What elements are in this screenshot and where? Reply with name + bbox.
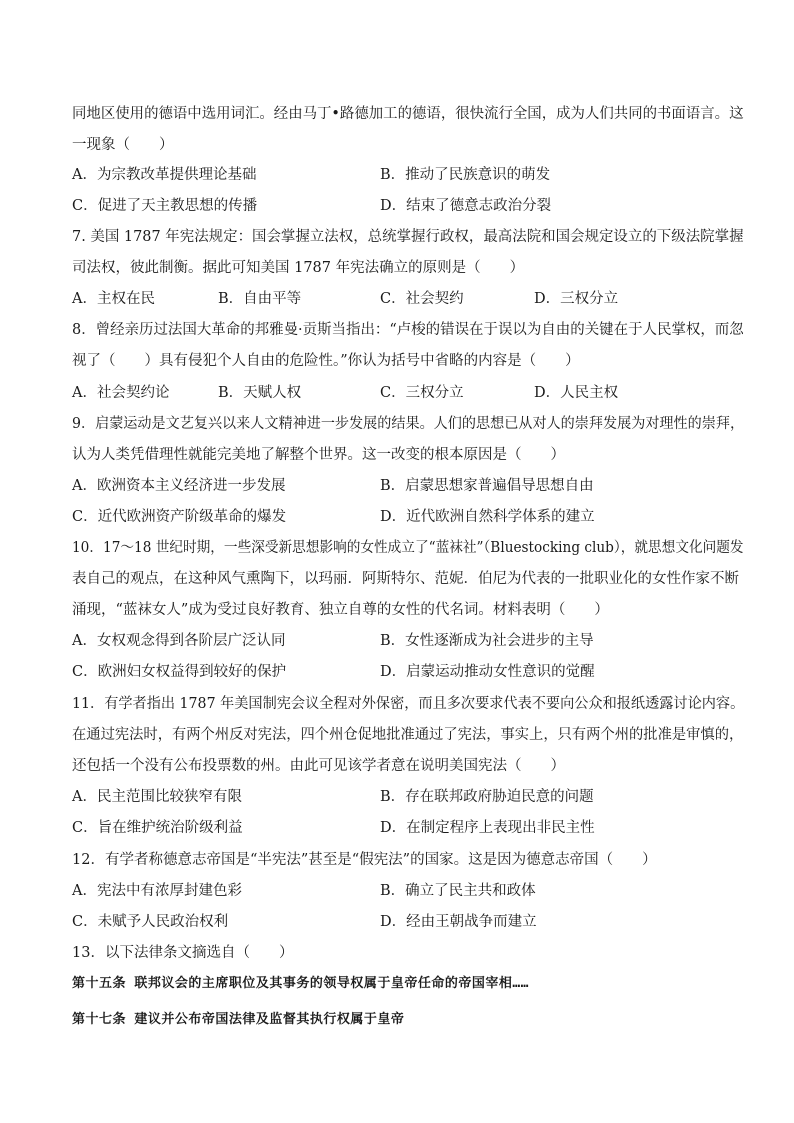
q11-option-d[interactable]: D．在制定程序上表现出非民主性 [380,820,595,836]
q8-option-c[interactable]: C．三权分立 [380,385,464,401]
q8-text-line2: 视了（ ）具有侵犯个人自由的危险性。”你认为括号中省略的内容是（ ） [72,353,580,369]
q9-option-a[interactable]: A．欧洲资本主义经济进一步发展 [72,478,286,494]
q9-option-c[interactable]: C．近代欧洲资产阶级革命的爆发 [72,509,287,525]
q12-option-a[interactable]: A．宪法中有浓厚封建色彩 [72,883,242,899]
q13-article-15: 第十五条 联邦议会的主席职位及其事务的领导权属于皇帝任命的帝国宰相…… [72,976,529,991]
q7-option-c[interactable]: C．社会契约 [380,291,464,307]
q8-option-b[interactable]: B．天赋人权 [218,385,302,401]
q12-option-b[interactable]: B．确立了民主共和政体 [380,883,536,899]
q11-option-a[interactable]: A．民主范围比较狭窄有限 [72,789,242,805]
q8-option-d[interactable]: D．人民主权 [534,385,619,401]
q13-article-17: 第十七条 建议并公布帝国法律及监督其执行权属于皇帝 [72,1012,405,1027]
q6-option-a[interactable]: A．为宗教改革提供理论基础 [72,167,257,183]
q10-option-d[interactable]: D．启蒙运动推动女性意识的觉醒 [380,664,595,680]
q7-option-b[interactable]: B．自由平等 [218,291,302,307]
q13-text-line1: 13．以下法律条文摘选自（ ） [72,945,294,961]
q12-option-c[interactable]: C．未赋予人民政治权利 [72,914,229,930]
q6-text-line1: 同地区使用的德语中选用词汇。经由马丁•路德加工的德语，很快流行全国，成为人们共同的书面语言。这 [72,106,744,122]
q7-option-d[interactable]: D．三权分立 [534,291,619,307]
q6-text-line2: 一现象（ ） [72,137,174,153]
q7-text-line1: 7. 美国 1787 年宪法规定：国会掌握立法权，总统掌握行政权，最高法院和国会规定设立的下级法院掌握 [72,229,744,245]
q10-text-line2: 表自己的观点，在这种风气熏陶下，以玛丽．阿斯特尔、范妮．伯尼为代表的一批职业化的女性作家不断 [72,571,739,587]
q10-option-c[interactable]: C．欧洲妇女权益得到较好的保护 [72,664,287,680]
q6-option-d[interactable]: D．结束了德意志政治分裂 [380,198,552,214]
q6-option-c[interactable]: C．促进了天主教思想的传播 [72,198,258,214]
q8-text-line1: 8．曾经亲历过法国大革命的邦雅曼·贡斯当指出：“卢梭的错误在于误以为自由的关键在于人民掌权，而忽 [72,322,744,338]
q8-option-a[interactable]: A．社会契约论 [72,385,170,401]
q12-option-d[interactable]: D．经由王朝战争而建立 [380,914,537,930]
q12-text-line1: 12．有学者称德意志帝国是“半宪法”甚至是“假宪法”的国家。这是因为德意志帝国（ ） [72,852,657,868]
q6-option-b[interactable]: B．推动了民族意识的萌发 [380,167,551,183]
q9-option-b[interactable]: B．启蒙思想家普遍倡导思想自由 [380,478,594,494]
q11-option-b[interactable]: B．存在联邦政府胁迫民意的问题 [380,789,594,805]
q11-text-line3: 还包括一个没有公布投票数的州。由此可见该学者意在说明美国宪法（ ） [72,758,565,774]
q11-text-line2: 在通过宪法时，有两个州反对宪法，四个州仓促地批准通过了宪法，事实上，只有两个州的批准是审慎的， [72,727,744,743]
q7-option-a[interactable]: A．主权在民 [72,291,155,307]
q10-option-a[interactable]: A．女权观念得到各阶层广泛认同 [72,633,286,649]
q9-text-line1: 9．启蒙运动是文艺复兴以来人文精神进一步发展的结果。人们的思想已从对人的崇拜发展为对理性的崇拜， [72,416,745,432]
q7-text-line2: 司法权，彼此制衡。据此可知美国 1787 年宪法确立的原则是（ ） [72,260,525,276]
q10-text-line1: 10．17～18 世纪时期，一些深受新思想影响的女性成立了“蓝袜社”（Bluestocking club），就思想文化问题发 [72,540,744,556]
q10-text-line3: 涌现，“蓝袜女人”成为受过良好教育、独立自尊的女性的代名词。材料表明（ ） [72,602,609,618]
q9-option-d[interactable]: D．近代欧洲自然科学体系的建立 [380,509,595,525]
q11-text-line1: 11．有学者指出 1787 年美国制宪会议全程对外保密，而且多次要求代表不要向公众和报纸透露讨论内容。 [72,696,745,712]
q11-option-c[interactable]: C．旨在维护统治阶级利益 [72,820,243,836]
q10-option-b[interactable]: B．女性逐渐成为社会进步的主导 [380,633,594,649]
q9-text-line2: 认为人类凭借理性就能完美地了解整个世界。这一改变的根本原因是（ ） [72,447,565,463]
